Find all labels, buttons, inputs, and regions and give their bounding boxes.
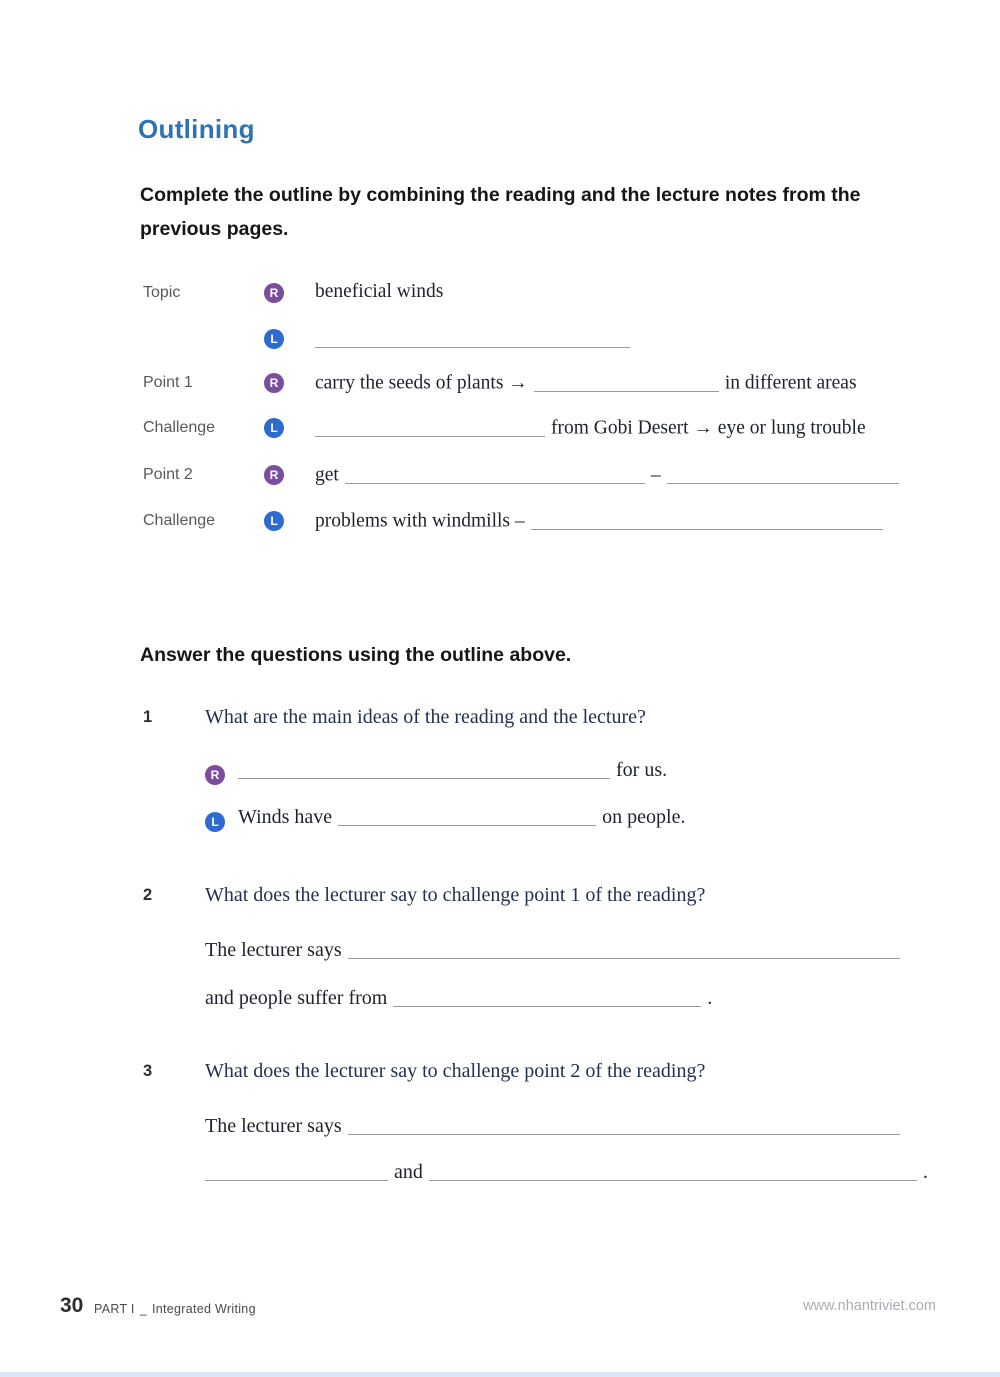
answer-text: Winds have: [238, 806, 333, 828]
question-text: What does the lecturer say to challenge point 1 of the reading?: [205, 884, 706, 906]
lecture-badge-icon: L: [264, 418, 284, 438]
outline-row-content: [315, 509, 937, 533]
fill-in-blank-line: [315, 416, 545, 437]
outline-text: from Gobi Desert → eye or lung trouble: [551, 417, 866, 439]
answer-text: .: [922, 1161, 928, 1183]
footer-section-label: Integrated Writing: [151, 1302, 256, 1316]
footer-separator: _: [139, 1302, 147, 1316]
answer-line: [205, 938, 906, 962]
outline-row-point-1: [0, 370, 1000, 402]
fill-in-blank-line: [338, 805, 596, 826]
fill-in-blank-line: [429, 1160, 917, 1181]
outline-row-point-2: [0, 462, 1000, 494]
answer-text: and people suffer from: [205, 987, 388, 1009]
outline-row-content: [315, 463, 937, 487]
page-number: 30: [60, 1294, 84, 1317]
outline-row-content: [315, 371, 937, 395]
website-url: www.nhantriviet.com: [803, 1298, 936, 1314]
footer-part-label: PART I: [94, 1302, 135, 1316]
answer-line: [205, 986, 712, 1010]
answer-line: [205, 805, 685, 832]
question-number: 3: [143, 1062, 153, 1080]
outline-row-content: [315, 281, 937, 303]
lecture-badge-icon: L: [205, 812, 225, 832]
fill-in-blank-line: [348, 938, 900, 959]
instructions-text: Complete the outline by combining the reading and the lecture notes from the previous pages.: [140, 184, 861, 240]
answer-line: [205, 1160, 928, 1184]
outline-row-label: Challenge: [143, 512, 216, 529]
answer-text: on people.: [602, 806, 686, 828]
answer-line: [205, 758, 667, 785]
fill-in-blank-line: [393, 986, 701, 1007]
outline-row-challenge-1: [0, 415, 1000, 447]
outline-row-label: Point 2: [143, 466, 193, 483]
lecture-badge-icon: L: [264, 511, 284, 531]
answer-text: and: [394, 1161, 423, 1183]
lecture-badge-icon: L: [264, 329, 284, 349]
answer-text: The lecturer says: [205, 1115, 342, 1137]
reading-badge-icon: R: [264, 283, 284, 303]
answer-line: [205, 1114, 906, 1138]
outline-text: in different areas: [724, 372, 857, 394]
answer-text: The lecturer says: [205, 939, 342, 961]
outline-text: problems with windmills –: [315, 510, 525, 532]
outline-row-topic-lecture: [0, 326, 1000, 358]
fill-in-blank-line: [667, 463, 899, 484]
fill-in-blank-line: [345, 463, 645, 484]
question-text: What does the lecturer say to challenge point 2 of the reading?: [205, 1060, 706, 1082]
question-number: 2: [143, 886, 153, 904]
outline-row-challenge-2: [0, 508, 1000, 540]
page-title: Outlining: [138, 114, 255, 144]
outline-row-label: Point 1: [143, 374, 193, 391]
outline-row-content: [315, 327, 937, 351]
page-bottom-edge-strip: [0, 1372, 1000, 1377]
fill-in-blank-line: [205, 1160, 388, 1181]
outline-row-label: Challenge: [143, 419, 216, 436]
answer-text: .: [707, 987, 713, 1009]
reading-badge-icon: R: [264, 373, 284, 393]
fill-in-blank-line: [348, 1114, 900, 1135]
question-number: 1: [143, 708, 153, 726]
outline-text: get: [315, 464, 339, 486]
fill-in-blank-line: [315, 327, 630, 348]
fill-in-blank-line: [238, 758, 610, 779]
outline-text: beneficial winds: [315, 281, 444, 302]
outline-text: –: [650, 464, 661, 486]
outline-row-content: [315, 416, 937, 440]
outline-text: carry the seeds of plants →: [315, 372, 528, 394]
answer-section-heading: Answer the questions using the outline above.: [140, 644, 572, 666]
question-text: What are the main ideas of the reading and the lecture?: [205, 706, 646, 728]
reading-badge-icon: R: [205, 765, 225, 785]
fill-in-blank-line: [531, 509, 883, 530]
answer-text: for us.: [616, 759, 668, 781]
outline-row-topic: [0, 280, 1000, 312]
fill-in-blank-line: [534, 371, 719, 392]
reading-badge-icon: R: [264, 465, 284, 485]
outline-row-label: Topic: [143, 284, 181, 301]
footer-part-info: [94, 1302, 261, 1316]
